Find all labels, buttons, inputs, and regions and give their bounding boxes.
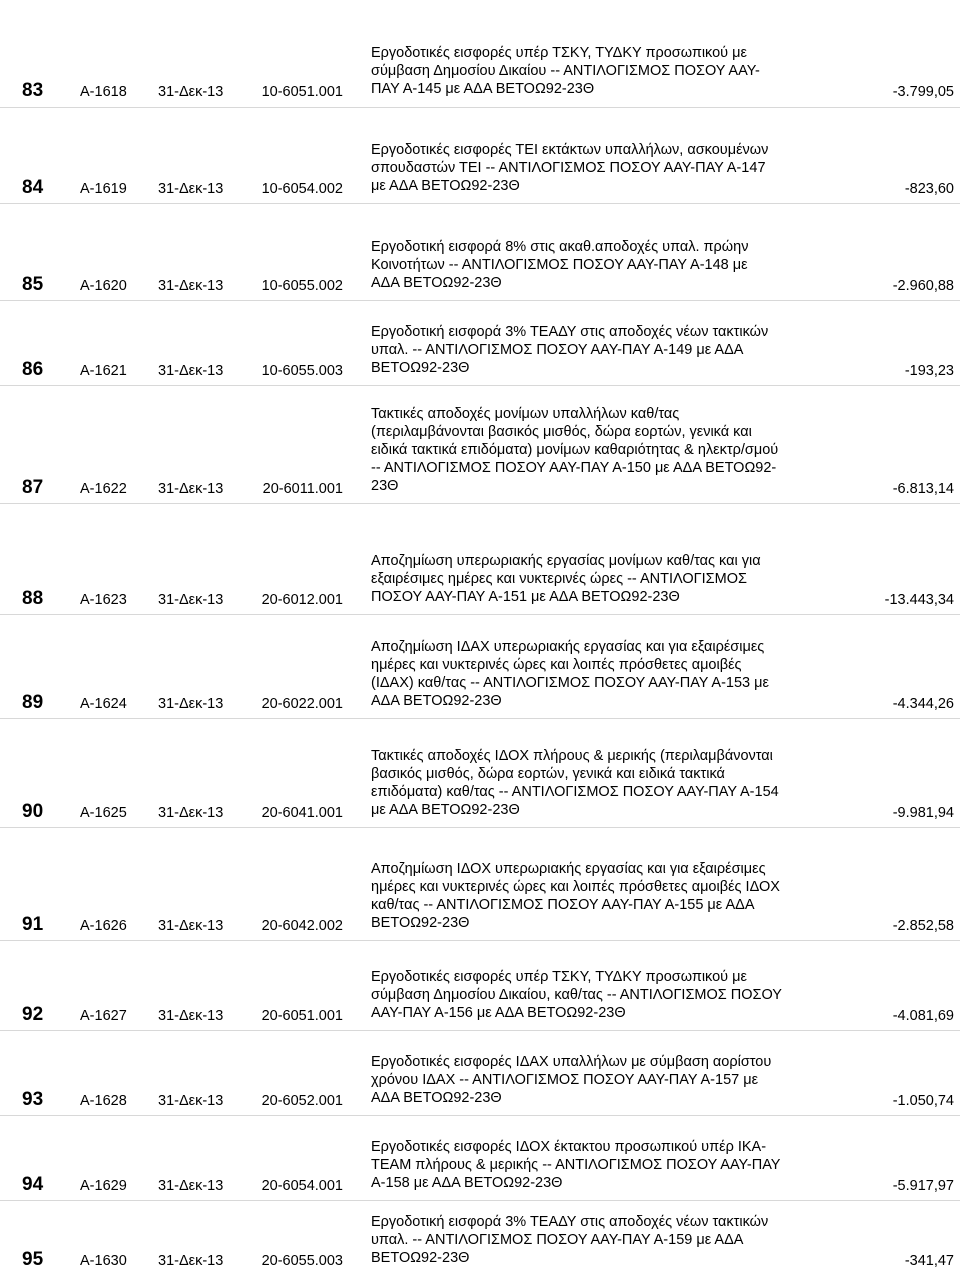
- row-number: 83: [22, 80, 44, 101]
- table-row: [0, 0, 960, 107]
- entry-date: 31-Δεκ-13: [158, 181, 224, 197]
- table-row: [0, 300, 960, 386]
- row-number: 93: [22, 1089, 44, 1110]
- account-code: 10-6055.003: [261, 363, 343, 379]
- amount: -5.917,97: [892, 1178, 954, 1194]
- document-code: Α-1622: [80, 481, 127, 497]
- amount: -3.799,05: [892, 84, 954, 100]
- account-code: 20-6042.002: [261, 918, 343, 934]
- row-number: 84: [22, 177, 44, 198]
- table-row: [0, 827, 960, 941]
- document-code: Α-1624: [80, 696, 127, 712]
- document-code: Α-1621: [80, 363, 127, 379]
- table-row: [0, 503, 960, 615]
- amount: -193,23: [904, 363, 954, 379]
- entry-date: 31-Δεκ-13: [158, 592, 224, 608]
- row-number: 90: [22, 801, 44, 822]
- account-code: 10-6055.002: [261, 278, 343, 294]
- table-row: [0, 203, 960, 301]
- document-code: Α-1619: [80, 181, 127, 197]
- table-row: [0, 1115, 960, 1201]
- row-number: 91: [22, 914, 44, 935]
- description: Εργοδοτικές εισφορές ΤΕΙ εκτάκτων υπαλλήλων, ασκουμένων σπουδαστών ΤΕΙ -- ΑΝΤΙΛΟΓΙΣΜΟΣ ΠΟΣΟΥ ΑΑΥ-ΠΑΥ Α-147 με ΑΔΑ ΒΕΤΟΩ92-23Θ: [371, 142, 769, 194]
- account-code: 20-6012.001: [261, 592, 343, 608]
- document-code: Α-1625: [80, 805, 127, 821]
- table-row: [0, 1200, 960, 1276]
- document-code: Α-1629: [80, 1178, 127, 1194]
- entry-date: 31-Δεκ-13: [158, 1178, 224, 1194]
- document-code: Α-1620: [80, 278, 127, 294]
- document-code: Α-1626: [80, 918, 127, 934]
- account-code: 10-6051.001: [261, 84, 343, 100]
- row-number: 92: [22, 1004, 44, 1025]
- account-code: 20-6051.001: [261, 1008, 343, 1024]
- entry-date: 31-Δεκ-13: [158, 363, 224, 379]
- description: Εργοδοτική εισφορά 3% ΤΕΑΔΥ στις αποδοχές νέων τακτικών υπαλ. -- ΑΝΤΙΛΟΓΙΣΜΟΣ ΠΟΣΟΥ ΑΑΥ-ΠΑΥ Α-159 με ΑΔΑ ΒΕΤΟΩ92-23Θ: [371, 1214, 769, 1266]
- table-row: [0, 614, 960, 719]
- document-code: Α-1618: [80, 84, 127, 100]
- amount: -2.960,88: [892, 278, 954, 294]
- row-number: 86: [22, 359, 44, 380]
- account-code: 20-6041.001: [261, 805, 343, 821]
- amount: -2.852,58: [892, 918, 954, 934]
- amount: -341,47: [904, 1253, 954, 1269]
- row-number: 87: [22, 477, 44, 498]
- amount: -9.981,94: [892, 805, 954, 821]
- account-code: 20-6011.001: [262, 481, 343, 497]
- account-code: 20-6052.001: [261, 1093, 343, 1109]
- row-number: 85: [22, 274, 44, 295]
- account-code: 10-6054.002: [261, 181, 343, 197]
- row-number: 89: [22, 692, 44, 713]
- description: Εργοδοτικές εισφορές υπέρ ΤΣΚΥ, ΤΥΔΚΥ προσωπικού με σύμβαση Δημοσίου Δικαίου, καθ/τας -- ΑΝΤΙΛΟΓΙΣΜΟΣ ΠΟΣΟΥ ΑΑΥ-ΠΑΥ Α-156 με ΑΔΑ ΒΕΤΟΩ92-23Θ: [371, 969, 782, 1021]
- document-code: Α-1623: [80, 592, 127, 608]
- table-row: [0, 1030, 960, 1116]
- entry-date: 31-Δεκ-13: [158, 918, 224, 934]
- document-code: Α-1630: [80, 1253, 127, 1269]
- description: Αποζημίωση ΙΔΑΧ υπερωριακής εργασίας και για εξαιρέσιμες ημέρες και νυκτερινές ώρες και λοιπές πρόσθετες αμοιβές (ΙΔΑΧ) καθ/τας -- ΑΝΤΙΛΟΓΙΣΜΟΣ ΠΟΣΟΥ ΑΑΥ-ΠΑΥ Α-153 με ΑΔΑ ΒΕΤΟΩ92-23Θ: [371, 639, 769, 709]
- description: Εργοδοτική εισφορά 3% ΤΕΑΔΥ στις αποδοχές νέων τακτικών υπαλ. -- ΑΝΤΙΛΟΓΙΣΜΟΣ ΠΟΣΟΥ ΑΑΥ-ΠΑΥ Α-149 με ΑΔΑ ΒΕΤΟΩ92-23Θ: [371, 324, 769, 376]
- description: Τακτικές αποδοχές ΙΔΟΧ πλήρους & μερικής (περιλαμβάνονται βασικός μισθός, δώρα εορτών, γενικά και ειδικά τακτικά επιδόματα) καθ/τας -- ΑΝΤΙΛΟΓΙΣΜΟΣ ΠΟΣΟΥ ΑΑΥ-ΠΑΥ Α-154 με ΑΔΑ ΒΕΤΟΩ92-23Θ: [371, 748, 779, 818]
- amount: -6.813,14: [892, 481, 954, 497]
- entry-date: 31-Δεκ-13: [158, 481, 224, 497]
- account-code: 20-6022.001: [261, 696, 343, 712]
- table-row: [0, 385, 960, 504]
- description: Αποζημίωση ΙΔΟΧ υπερωριακής εργασίας και για εξαιρέσιμες ημέρες και νυκτερινές ώρες και λοιπές πρόσθετες αμοιβές ΙΔΟΧ καθ/τας -- ΑΝΤΙΛΟΓΙΣΜΟΣ ΠΟΣΟΥ ΑΑΥ-ΠΑΥ Α-155 με ΑΔΑ ΒΕΤΟΩ92-23Θ: [371, 861, 780, 931]
- entry-date: 31-Δεκ-13: [158, 1093, 224, 1109]
- account-code: 20-6054.001: [261, 1178, 343, 1194]
- amount: -4.081,69: [892, 1008, 954, 1024]
- account-code: 20-6055.003: [261, 1253, 343, 1269]
- amount: -4.344,26: [892, 696, 954, 712]
- table-row: [0, 718, 960, 828]
- row-number: 88: [22, 588, 44, 609]
- description: Εργοδοτικές εισφορές υπέρ ΤΣΚΥ, ΤΥΔΚΥ προσωπικού με σύμβαση Δημοσίου Δικαίου -- ΑΝΤΙΛΟΓΙΣΜΟΣ ΠΟΣΟΥ ΑΑΥ- ΠΑΥ Α-145 με ΑΔΑ ΒΕΤΟΩ92-23Θ: [371, 45, 760, 97]
- amount: -823,60: [904, 181, 954, 197]
- entry-date: 31-Δεκ-13: [158, 1008, 224, 1024]
- amount: -1.050,74: [892, 1093, 954, 1109]
- row-number: 95: [22, 1249, 44, 1270]
- table-row: [0, 940, 960, 1031]
- entry-date: 31-Δεκ-13: [158, 278, 224, 294]
- description: Εργοδοτική εισφορά 8% στις ακαθ.αποδοχές υπαλ. πρώην Κοινοτήτων -- ΑΝΤΙΛΟΓΙΣΜΟΣ ΠΟΣΟΥ ΑΑΥ-ΠΑΥ Α-148 με ΑΔΑ ΒΕΤΟΩ92-23Θ: [371, 239, 749, 291]
- description: Εργοδοτικές εισφορές ΙΔΟΧ έκτακτου προσωπικού υπέρ ΙΚΑ- ΤΕΑΜ πλήρους & μερικής -- ΑΝΤΙΛΟΓΙΣΜΟΣ ΠΟΣΟΥ ΑΑΥ-ΠΑΥ Α-158 με ΑΔΑ ΒΕΤΟΩ92-23Θ: [371, 1139, 781, 1191]
- document-code: Α-1628: [80, 1093, 127, 1109]
- row-number: 94: [22, 1174, 44, 1195]
- entry-date: 31-Δεκ-13: [158, 84, 224, 100]
- description: Αποζημίωση υπερωριακής εργασίας μονίμων καθ/τας και για εξαιρέσιμες ημέρες και νυκτερινές ώρες -- ΑΝΤΙΛΟΓΙΣΜΟΣ ΠΟΣΟΥ ΑΑΥ-ΠΑΥ Α-151 με ΑΔΑ ΒΕΤΟΩ92-23Θ: [371, 553, 761, 605]
- description: Εργοδοτικές εισφορές ΙΔΑΧ υπαλλήλων με σύμβαση αορίστου χρόνου ΙΔΑΧ -- ΑΝΤΙΛΟΓΙΣΜΟΣ ΠΟΣΟΥ ΑΑΥ-ΠΑΥ Α-157 με ΑΔΑ ΒΕΤΟΩ92-23Θ: [371, 1054, 772, 1106]
- entry-date: 31-Δεκ-13: [158, 805, 224, 821]
- entry-date: 31-Δεκ-13: [158, 1253, 224, 1269]
- entry-date: 31-Δεκ-13: [158, 696, 224, 712]
- description: Τακτικές αποδοχές μονίμων υπαλλήλων καθ/τας (περιλαμβάνονται βασικός μισθός, δώρα εορτών, γενικά και ειδικά τακτικά επιδόματα) μονίμων καθαριότητας & ηλεκτρ/σμού -- ΑΝΤΙΛΟΓΙΣΜΟΣ ΠΟΣΟΥ ΑΑΥ-ΠΑΥ Α-150 με ΑΔΑ ΒΕΤΟΩ92- 23Θ: [371, 406, 779, 494]
- amount: -13.443,34: [884, 592, 954, 608]
- document-code: Α-1627: [80, 1008, 127, 1024]
- table-row: [0, 107, 960, 204]
